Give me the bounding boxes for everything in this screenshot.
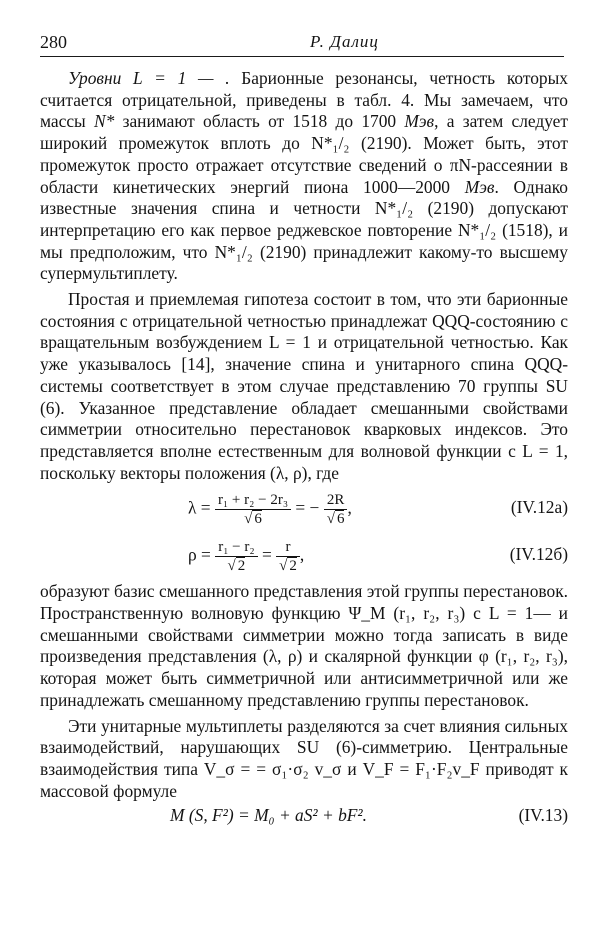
equation-operator: = [261, 544, 272, 565]
equation-iv-12b [40, 534, 568, 578]
equation-iv-13 [40, 805, 568, 831]
paragraph-text: , а затем следует широкий промежуток вплоть до N*₁/₂ (2190). Может быть, этот промежуток просто отражает отсутствие сведений о πN-рассеянии в области кинетических энергий пиона 1000—2000 [40, 111, 568, 197]
unit-mev: Мэв [404, 111, 435, 132]
page-number: 280 [40, 32, 67, 52]
sqrt-radicand: 6 [254, 511, 262, 528]
fraction-denominator: √ 2 [279, 558, 297, 575]
fraction-numerator: r [276, 538, 300, 557]
fraction-denominator: √ 6 [244, 511, 262, 528]
fraction-numerator: r₁ − r₂ [215, 538, 257, 557]
equation-punct: , [347, 497, 352, 518]
sqrt-radicand: 2 [237, 558, 246, 575]
equation-label: (IV.13) [518, 805, 568, 826]
fraction [215, 538, 257, 575]
paragraph-text: Барионные резонансы, четность которых считается отрицательной, приведены в табл. 4. Мы замечаем, что массы [40, 68, 568, 132]
fraction-numerator: r₁ + r₂ − 2r₃ [215, 491, 291, 510]
equation-lhs: λ = [188, 497, 211, 518]
paragraph-levels [40, 68, 568, 285]
equation-punct: , [299, 544, 305, 565]
fraction-denominator: √ 6 [326, 511, 345, 528]
paragraph-hypothesis: Простая и приемлемая гипотеза состоит в том, что эти барионные состояния с отрицательной четностью принадлежат QQQ-состоянию с вращательным возбуждением L = 1 и отрицательной четностью. Как уже указывалось [14], значение спина и унитарного спина QQQ-системы соответствует в этом случае представлению 70 группы SU (6). Указанное представление обладает смешанными свойствами симметрии относительно перестановок кварковых индексов. Это представляется вполне естественным для волновой функции с L = 1, поскольку векторы положения (λ, ρ), где [40, 289, 568, 483]
paragraph-text: . Однако известные значения спина и четности N*₁/₂ (2190) допускают интерпретацию его как первое реджевское повторение N*₁/₂ (1518), и мы предположим, что N*₁/₂ (2190) принадлежит какому-то высшему супермультиплету. [40, 176, 568, 284]
paragraph-text: занимают область от 1518 до 1700 [114, 111, 405, 132]
equation-body [188, 491, 352, 528]
fraction [324, 491, 348, 528]
paragraph-basis: образуют базис смешанного представления этой группы перестановок. Пространственную волновую функцию Ψ_M (r₁, r₂, r₃) с L = 1— и смешанными свойствами симметрии можно тогда записать в виде произведения представления (λ, ρ) и скалярной функции φ (r₁, r₂, r₃), которая может быть симметричной или антисимметричной или же принадлежать смешанному представлению группы перестановок. [40, 581, 568, 710]
equation-operator: = − [295, 497, 320, 518]
page-header [40, 30, 564, 57]
fraction-numerator: 2R [324, 491, 348, 510]
sqrt-radicand: 2 [289, 558, 297, 575]
equation-iv-12a [40, 487, 568, 531]
fraction [276, 538, 300, 575]
unit-mev: Мэв [464, 176, 495, 197]
fraction [215, 491, 291, 528]
equation-label: (IV.12б) [509, 544, 568, 565]
running-head: Р. Далиц [310, 32, 379, 51]
equation-body [188, 538, 304, 575]
fraction-denominator: √ 2 [227, 558, 246, 575]
sqrt-radicand: 6 [336, 511, 345, 528]
symbol-nstar: N* [94, 111, 115, 132]
paragraph-multiplets: Эти унитарные мультиплеты разделяются за счет влияния сильных взаимодействий, нарушающих SU (6)-симметрию. Центральные взаимодействия типа V_σ = = σ₁·σ₂ v_σ и V_F = F₁·F₂v_F приводят к массовой формуле [40, 715, 568, 801]
body-text [40, 68, 568, 831]
equation-body: M (S, F²) = M₀ + aS² + bF². [170, 805, 367, 826]
equation-lhs: ρ = [188, 544, 211, 565]
section-lead: Уровни L = 1 — . [68, 68, 230, 88]
equation-label: (IV.12а) [510, 497, 568, 518]
